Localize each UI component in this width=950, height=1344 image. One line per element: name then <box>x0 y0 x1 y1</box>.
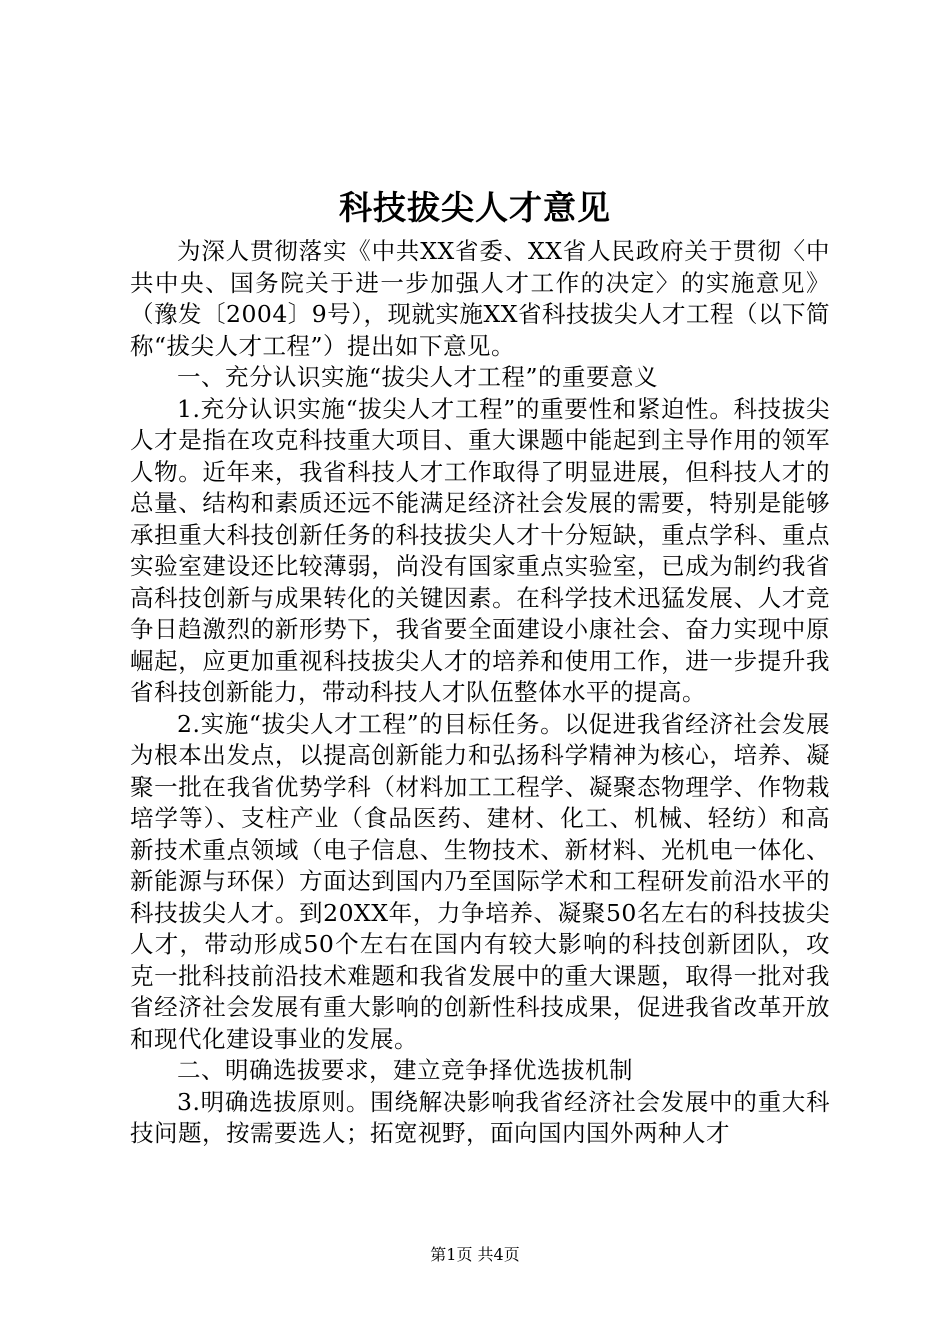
section-heading-2: 二、明确选拔要求，建立竞争择优选拔机制 <box>177 1056 633 1084</box>
section-heading-1: 一、充分认识实施“拔尖人才工程”的重要意义 <box>177 363 659 391</box>
page-footer <box>0 1243 950 1267</box>
paragraph-intro: 为深人贯彻落实《中共XX省委、XX省人民政府关于贯彻〈中共中央、国务院关于进一步加强人才工作的决定〉的实施意见》（豫发〔2004〕9号），现就实施XX省科技拔尖人才工程（以下简称“拔尖人才工程”）提出如下意见。 <box>130 237 830 360</box>
document-body <box>130 236 830 1150</box>
paragraph-item-1: 1.充分认识实施“拔尖人才工程”的重要性和紧迫性。科技拔尖人才是指在攻克科技重大项目、重大课题中能起到主导作用的领军人物。近年来，我省科技人才工作取得了明显进展，但科技人才的总量、结构和素质还远不能满足经济社会发展的需要，特别是能够承担重大科技创新任务的科技拔尖人才十分短缺，重点学科、重点实验室建设还比较薄弱，尚没有国家重点实验室，已成为制约我省高科技创新与成果转化的关键因素。在科学技术迅猛发展、人才竞争日趋激烈的新形势下，我省要全面建设小康社会、奋力实现中原崛起，应更加重视科技拔尖人才的培养和使用工作，进一步提升我省科技创新能力，带动科技人才队伍整体水平的提高。 <box>130 394 830 706</box>
paragraph-item-2: 2.实施“拔尖人才工程”的目标任务。以促进我省经济社会发展为根本出发点，以提高创新能力和弘扬科学精神为核心，培养、凝聚一批在我省优势学科（材料加工工程学、凝聚态物理学、作物栽培学等）、支柱产业（食品医药、建材、化工、机械、轻纺）和高新技术重点领域（电子信息、生物技术、新材料、光机电一体化、新能源与环保）方面达到国内乃至国际学术和工程研发前沿水平的科技拔尖人才。到20XX年，力争培养、凝聚50名左右的科技拔尖人才，带动形成50个左右在国内有较大影响的科技创新团队，攻克一批科技前沿技术难题和我省发展中的重大课题，取得一批对我省经济社会发展有重大影响的创新性科技成果，促进我省改革开放和现代化建设事业的发展。 <box>130 709 830 1053</box>
document-title: 科技拔尖人才意见 <box>339 188 611 227</box>
paragraph-item-3: 3.明确选拔原则。围绕解决影响我省经济社会发展中的重大科技问题，按需要选人；拓宽视野，面向国内国外两种人才 <box>130 1087 830 1147</box>
page-number-label: 第1页 共4页 <box>430 1245 520 1264</box>
